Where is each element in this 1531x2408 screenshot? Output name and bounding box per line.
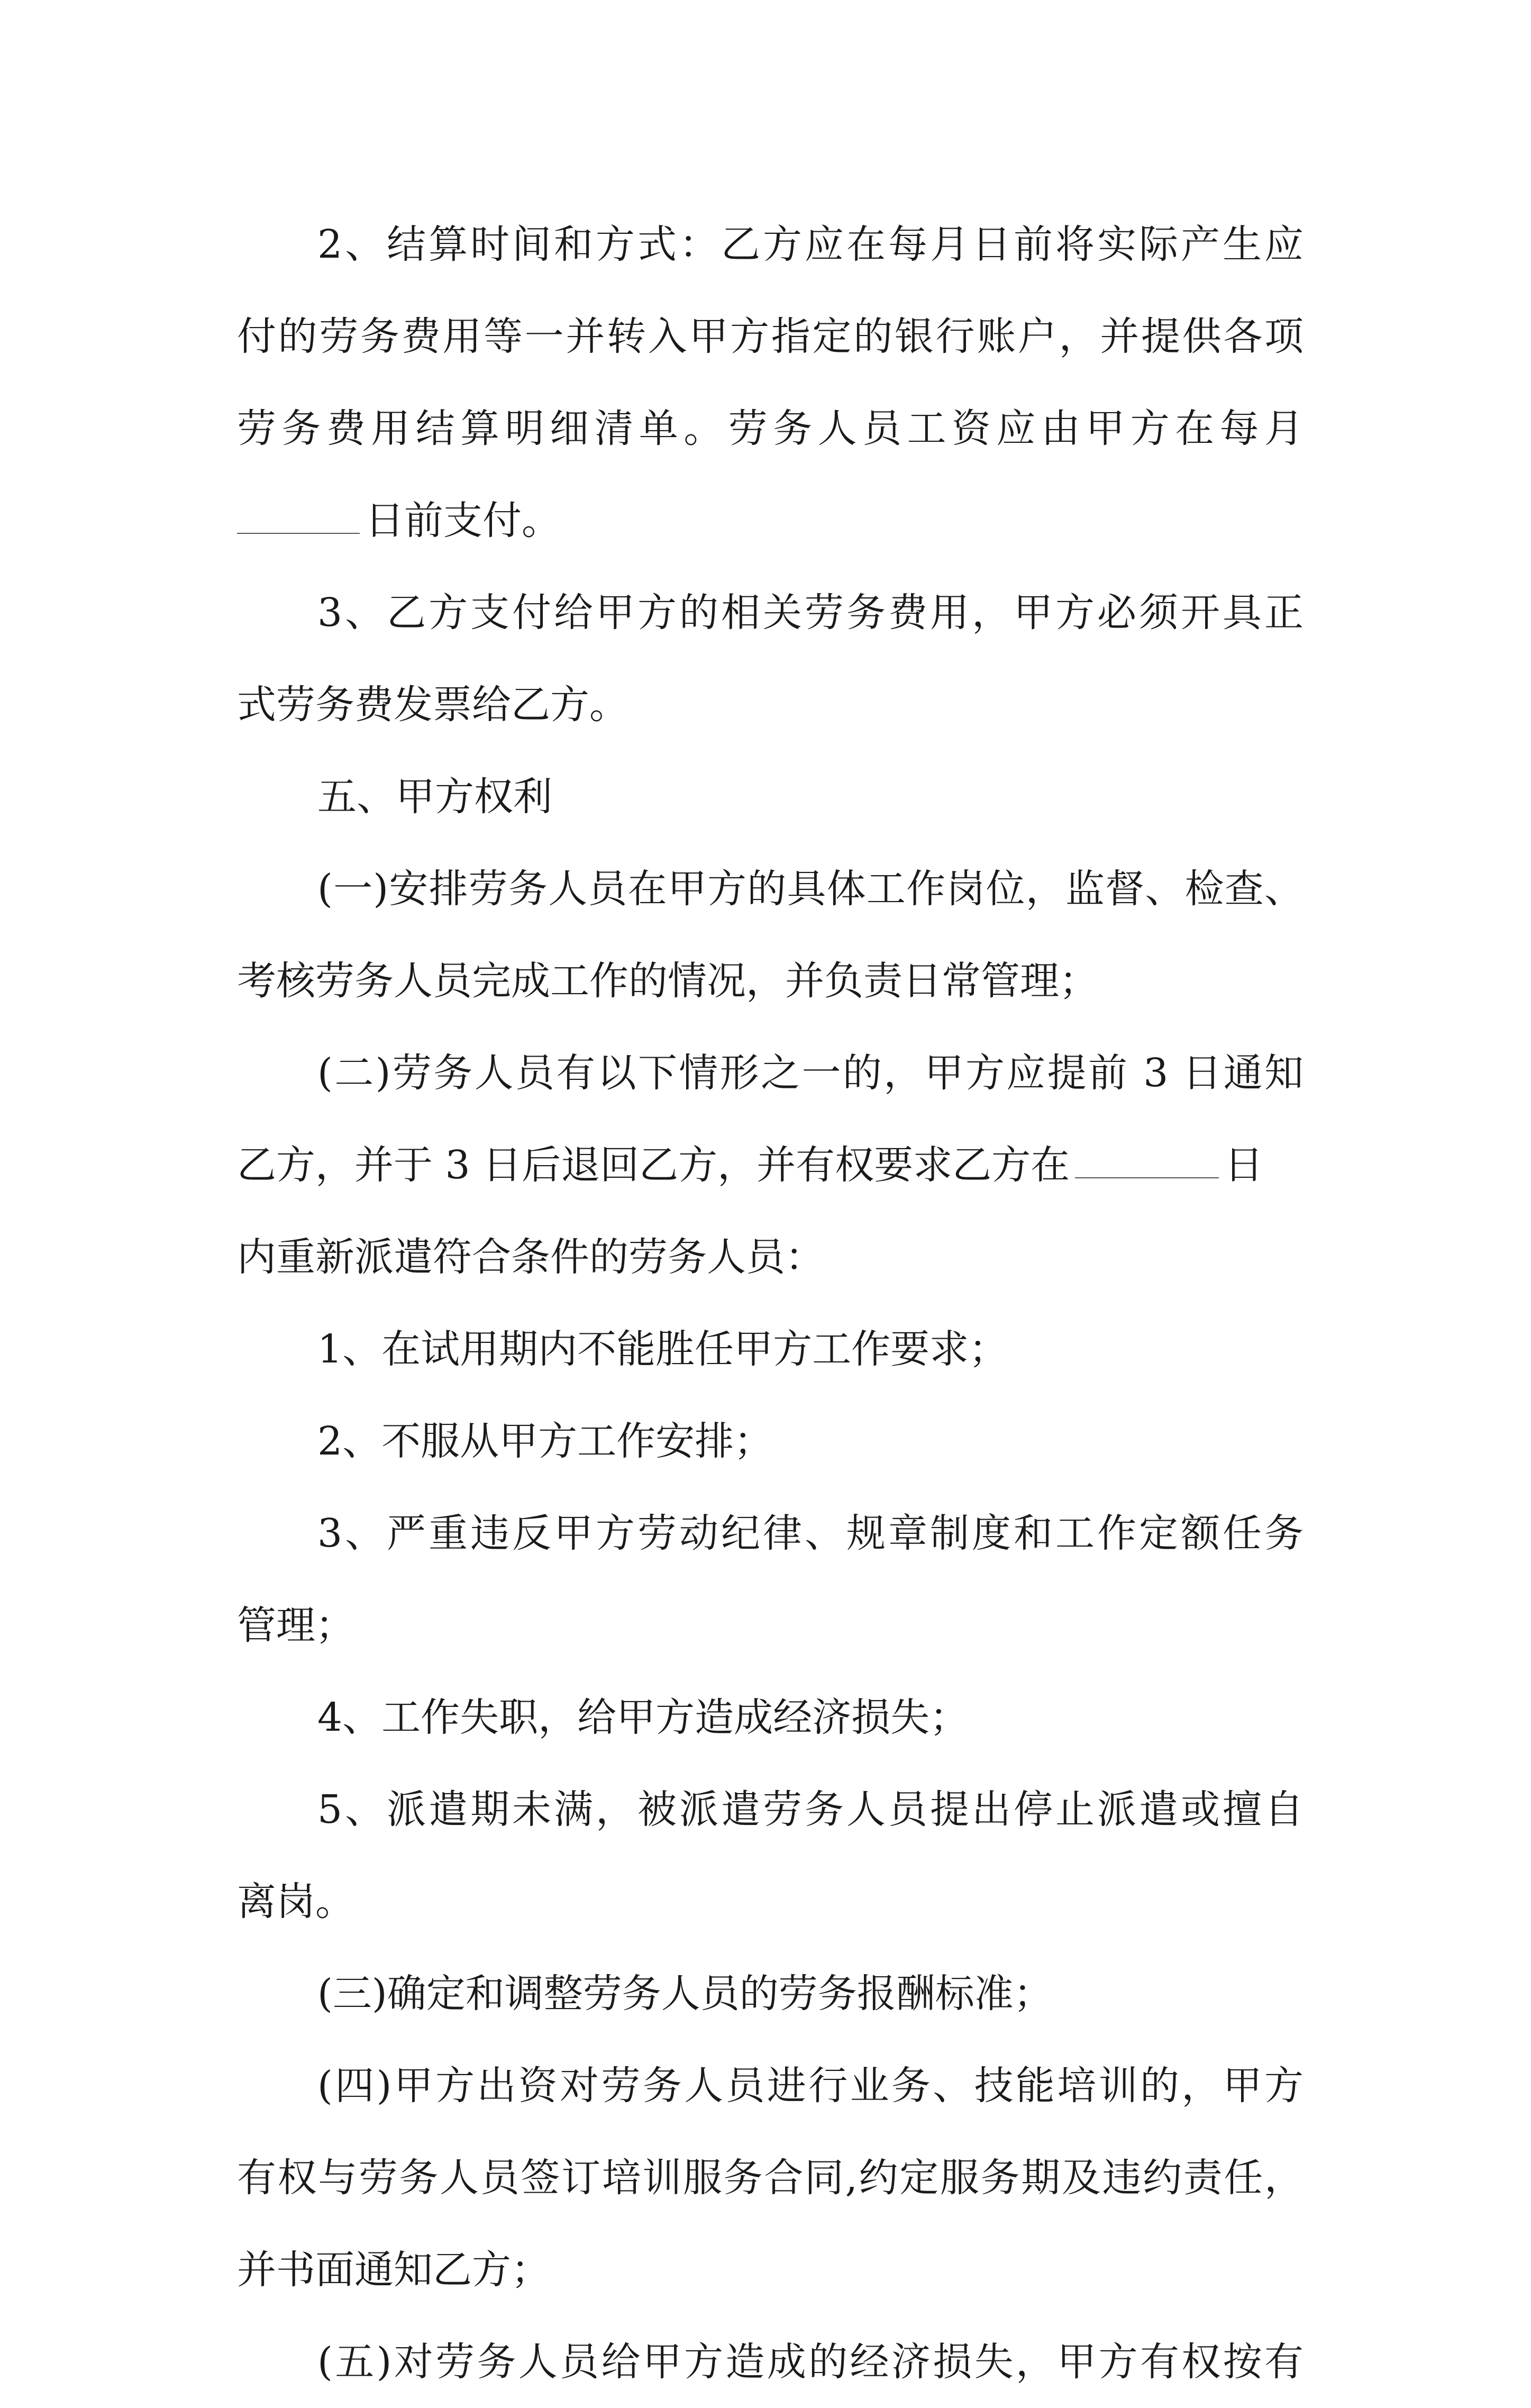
- text-segment: 日: [1224, 1142, 1264, 1188]
- text-line: [237, 1119, 1304, 1211]
- text-segment: 日前支付。: [365, 498, 561, 543]
- text-line: 付的劳务费用等一并转入甲方指定的银行账户，并提供各项: [237, 314, 1304, 359]
- text-line: 5、派遣期未满，被派遣劳务人员提出停止派遣或擅自: [317, 1787, 1304, 1832]
- text-line: 3、严重违反甲方劳动纪律、规章制度和工作定额任务: [317, 1511, 1304, 1556]
- blank-field: [1075, 1146, 1219, 1178]
- text-line: (二)劳务人员有以下情形之一的，甲方应提前 3 日通知: [317, 1050, 1304, 1096]
- text-line: 2、结算时间和方式：乙方应在每月日前将实际产生应: [317, 222, 1304, 267]
- text-line: 并书面通知乙方；: [237, 2247, 550, 2293]
- text-line: (三)确定和调整劳务人员的劳务报酬标准；: [317, 1971, 1053, 2016]
- text-line: 式劳务费发票给乙方。: [237, 682, 628, 728]
- document-page: [237, 198, 1304, 2408]
- text-line: 4、工作失职，给甲方造成经济损失；: [317, 1695, 969, 1740]
- text-line: 劳务费用结算明细清单。劳务人员工资应由甲方在每月: [237, 406, 1304, 451]
- text-line: 1、在试用期内不能胜任甲方工作要求；: [317, 1326, 1008, 1372]
- text-line: (一)安排劳务人员在甲方的具体工作岗位，监督、检查、: [317, 866, 1304, 912]
- text-line: 有权与劳务人员签订培训服务合同,约定服务期及违约责任，: [237, 2155, 1304, 2201]
- text-segment: 乙方，并于 3 日后退回乙方，并有权要求乙方在: [237, 1142, 1070, 1188]
- text-line: 2、不服从甲方工作安排；: [317, 1419, 773, 1464]
- section-heading: 五、甲方权利: [317, 774, 552, 820]
- text-line: [237, 475, 1304, 567]
- text-line: 内重新派遣符合条件的劳务人员：: [237, 1234, 824, 1280]
- blank-field: [237, 501, 360, 534]
- text-line: 管理；: [237, 1603, 354, 1648]
- text-line: (四)甲方出资对劳务人员进行业务、技能培训的，甲方: [317, 2063, 1304, 2109]
- text-line: 离岗。: [237, 1879, 354, 1924]
- text-line: 3、乙方支付给甲方的相关劳务费用，甲方必须开具正: [317, 590, 1304, 635]
- text-line: (五)对劳务人员给甲方造成的经济损失，甲方有权按有: [317, 2339, 1304, 2385]
- text-line: 考核劳务人员完成工作的情况，并负责日常管理；: [237, 958, 1098, 1004]
